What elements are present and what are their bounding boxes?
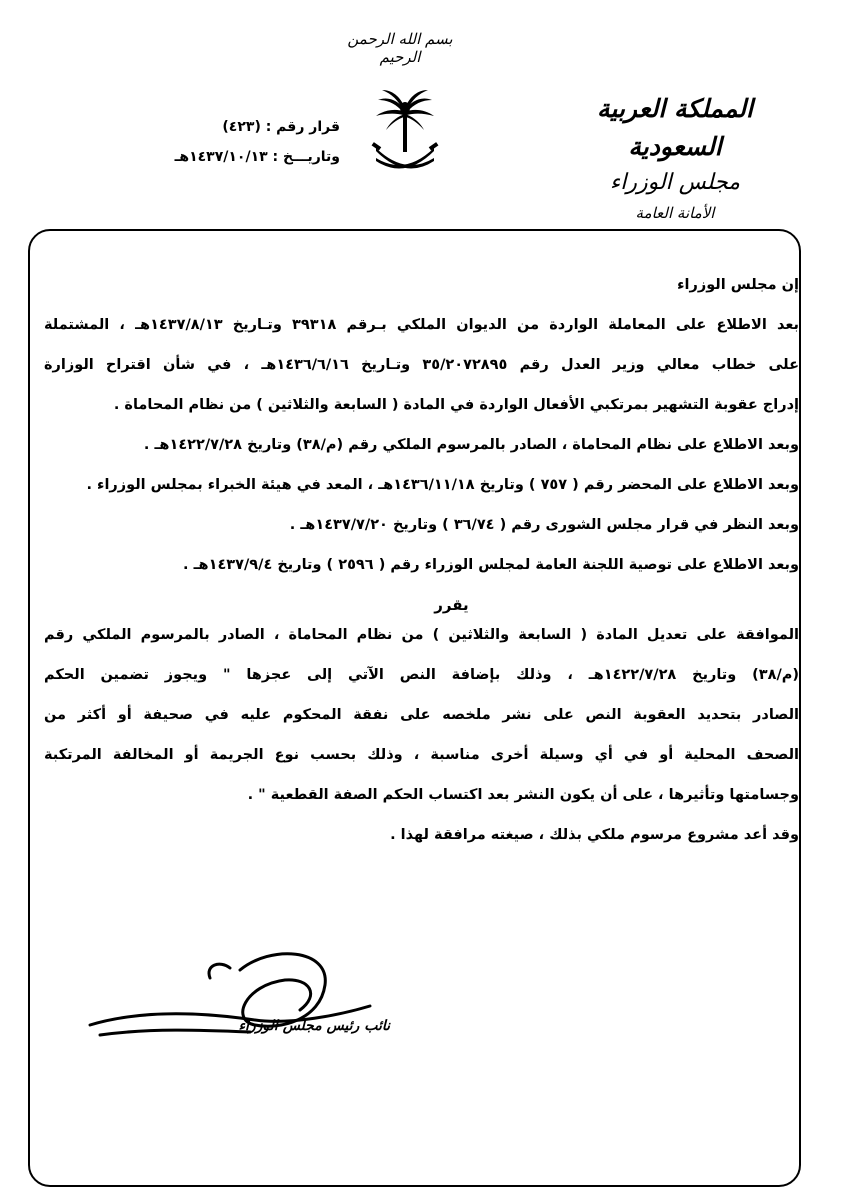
letterhead-ministry (550, 90, 800, 226)
body-line: إدراج عقوبة التشهير بمرتكبي الأفعال الواردة في المادة ( السابعة والثلاثين ) من نظام المحاماة . (113, 397, 799, 413)
signature-title: نائب رئيس مجلس الوزراء (238, 1018, 390, 1034)
decision-line: (م/٣٨) وتاريخ ١٤٢٢/٧/٢٨هـ ، وذلك بإضافة النص الآتي إلى عجزها " ويجوز تضمين الحكم (44, 667, 799, 683)
handwritten-signature-icon (80, 940, 390, 1090)
decision-body (44, 270, 799, 850)
body-line: وبعد الاطلاع على توصية اللجنة العامة لمجلس الوزراء رقم ( ٢٥٩٦ ) وتاريخ ١٤٣٧/٩/٤هـ . (183, 557, 799, 573)
decision-word: يقرر (434, 596, 469, 614)
decision-number: قرار رقم : (٤٢٣) (222, 119, 340, 135)
opening-line: إن مجلس الوزراء (677, 277, 799, 293)
council-name: مجلس الوزراء (609, 170, 741, 195)
decision-line: الصادر بتحديد العقوبة النص على نشر ملخصه على نفقة المحكوم عليه في صحيفة أو أكثر من (44, 707, 799, 723)
body-line: بعد الاطلاع على المعاملة الواردة من الديوان الملكي بـرقم ٣٩٣١٨ وتـاريخ ١٤٣٧/٨/١٣هـ ، المشتملة (44, 317, 799, 333)
decision-reference (90, 112, 340, 172)
body-line: وبعد الاطلاع على المحضر رقم ( ٧٥٧ ) وتاريخ ١٤٣٦/١١/١٨هـ ، المعد في هيئة الخبراء بمجلس الوزراء . (86, 477, 799, 493)
kingdom-name: المملكة العربية السعودية (597, 94, 753, 161)
decision-line: وجسامتها وتأثيرها ، على أن يكون النشر بعد اكتساب الحكم الصفة القطعية " . (247, 787, 799, 803)
body-line: على خطاب معالي وزير العدل رقم ٣٥/٢٠٧٢٨٩٥ وتـاريخ ١٤٣٦/٦/١٦هـ ، في شأن اقتراح الوزارة (44, 357, 799, 373)
basmala: بسم الله الرحمن الرحيم (347, 30, 453, 66)
decision-date: وتاريـــخ : ١٤٣٧/١٠/١٣هـ (174, 149, 340, 165)
body-line: وبعد الاطلاع على نظام المحاماة ، الصادر بالمرسوم الملكي رقم (م/٣٨) وتاريخ ١٤٢٢/٧/٢٨هـ . (143, 437, 799, 453)
decision-line: الصحف المحلية أو في أي وسيلة أخرى مناسبة ، وذلك بحسب نوع الجريمة أو المخالفة المرتكبة (44, 747, 799, 763)
saudi-emblem-palm-swords-icon (370, 88, 440, 188)
decision-line: الموافقة على تعديل المادة ( السابعة والثلاثين ) من نظام المحاماة ، الصادر بالمرسوم الملكي رقم (44, 627, 799, 643)
body-line: وبعد النظر في قرار مجلس الشورى رقم ( ٣٦/٧٤ ) وتاريخ ١٤٣٧/٧/٢٠هـ . (289, 517, 799, 533)
closing-line: وقد أعد مشروع مرسوم ملكي بذلك ، صيغته مرافقة لهذا . (390, 827, 799, 843)
secretariat-name: الأمانة العامة (635, 204, 715, 222)
signature-block (80, 940, 390, 1090)
